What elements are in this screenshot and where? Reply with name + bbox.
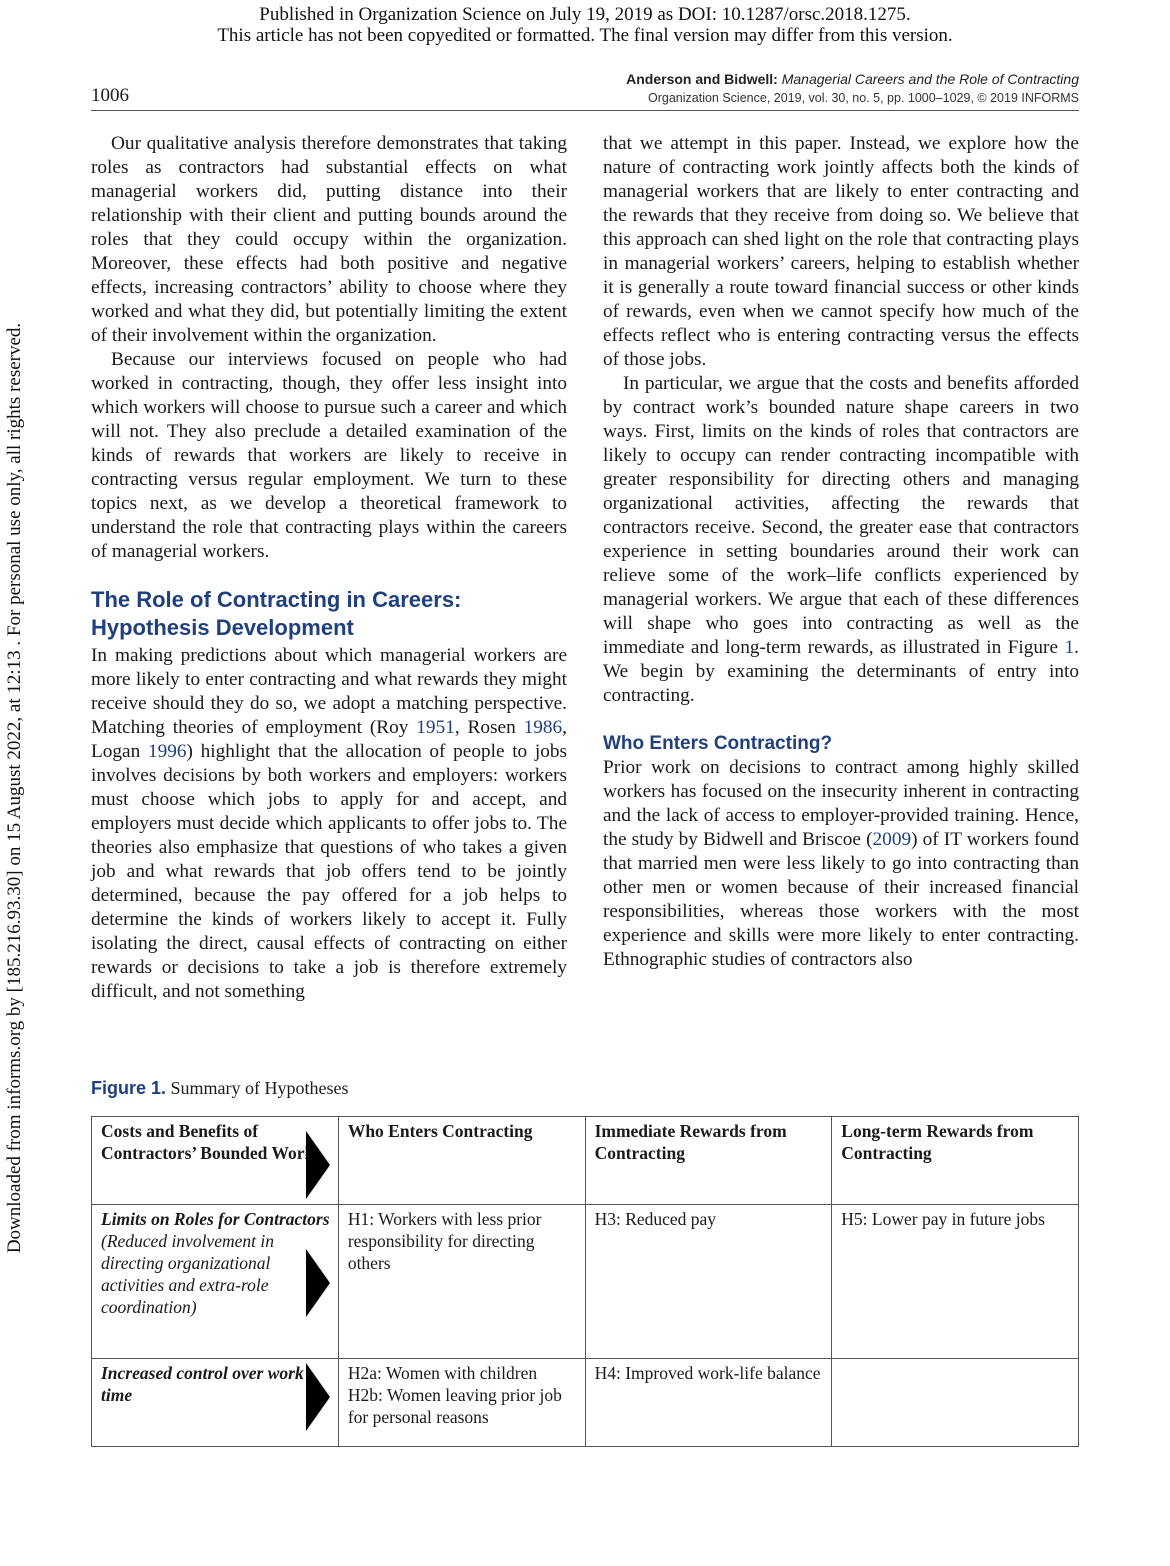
cell-h5: H5: Lower pay in future jobs [832, 1205, 1079, 1359]
text-run: In making predictions about which managerial workers are more likely to enter contracting and what rewards they might receive should they do so, we adopt a matching perspective. Matching theories of employment (Roy [91, 645, 567, 738]
header-title: Managerial Careers and the Role of Contracting [781, 71, 1079, 87]
left-paragraph-3 [91, 644, 567, 1004]
arrow-right-icon [306, 1363, 330, 1431]
arrow-right-icon [306, 1249, 330, 1317]
text-run: . We begin by examining the determinants of entry into contracting. [603, 637, 1079, 706]
text-run: , Logan [91, 717, 567, 762]
section-heading-line-2: Hypothesis Development [91, 615, 354, 640]
header-cell-who-enters [338, 1117, 585, 1205]
running-header [626, 70, 1079, 108]
page-number: 1006 [91, 85, 129, 106]
table-row [92, 1359, 1079, 1447]
row-label-limits [92, 1205, 339, 1359]
text-run: ) highlight that the allocation of people to jobs involves decisions by both workers and employers: workers must choose which jobs to apply for and accept, and employers must decide which applicants to offer jobs to. The theories also emphasize that questions of who takes a given job and what rewards that job offers tend to be jointly determined, because the pay offered for a job helps to determine the kinds of workers likely to accept it. Fully isolating the direct, causal effects of contracting on either rewards or decisions to take a job is therefore extremely difficult, and not something [91, 741, 568, 1002]
publication-notice [0, 4, 1170, 46]
left-paragraph-1: Our qualitative analysis therefore demonstrates that taking roles as contractors had substantial effects on what managerial workers did, putting distance into their relationship with their client and putting bounds around the roles that they could occupy within the organization. Moreover, these effects had both positive and negative effects, increasing contractors’ ability to choose where they worked and what they did, but potentially limiting the extent of their involvement within the organization. [91, 133, 567, 346]
citation-link-bidwell[interactable]: 2009 [872, 829, 912, 850]
right-paragraph-1: that we attempt in this paper. Instead, we explore how the nature of contracting work jointly affects both the kinds of managerial workers that are likely to enter contracting and the rewards that they receive from doing so. We believe that this approach can shed light on the role that contracting plays in managerial workers’ careers, helping to establish whether it is generally a route toward financial success or other kinds of rewards, even when we cannot specify how much of the effects reflect who is entering contracting versus the effects of those jobs. [603, 133, 1079, 370]
text-run: Prior work on decisions to contract among highly skilled workers has focused on the insecurity inherent in contracting and the lack of access to employer-provided training. Hence, the study by Bidwell and Briscoe ( [603, 757, 1079, 850]
citation-link-logan[interactable]: 1996 [147, 741, 187, 762]
hypotheses-table [91, 1116, 1079, 1447]
header-authors: Anderson and Bidwell: [626, 71, 778, 87]
subsection-heading: Who Enters Contracting? [603, 733, 833, 754]
figure-label: Figure 1. [91, 1078, 167, 1098]
figure-caption [91, 1078, 349, 1099]
notice-line-1: Published in Organization Science on July 19, 2019 as DOI: 10.1287/orsc.2018.1275. [259, 4, 911, 25]
header-cell-immediate [585, 1117, 832, 1205]
right-paragraph-3 [603, 756, 1079, 972]
row-subtitle: (Reduced involvement in directing organizational activities and extra-role coordination) [101, 1231, 274, 1317]
citation-link-rosen[interactable]: 1986 [523, 717, 563, 738]
header-text: Costs and Benefits of Contractors’ Bounded Work [101, 1121, 315, 1163]
table-header-row [92, 1117, 1079, 1205]
text-run: , Rosen [454, 717, 524, 738]
cell-h4: H4: Improved work-life balance [585, 1359, 832, 1447]
cell-h2b: H2b: Women leaving prior job for personal reasons [347, 1385, 562, 1427]
arrow-right-icon [306, 1131, 330, 1199]
cell-h3: H3: Reduced pay [585, 1205, 832, 1359]
table-row [92, 1205, 1079, 1359]
row-title: Limits on Roles for Contractors [101, 1209, 330, 1229]
section-heading-line-1: The Role of Contracting in Careers: [91, 587, 462, 612]
header-text: Who Enters Contracting [347, 1121, 533, 1141]
figure-link[interactable]: 1 [1064, 637, 1075, 658]
header-text: Immediate Rewards from Contracting [594, 1121, 787, 1163]
cell-h1: H1: Workers with less prior responsibility for directing others [338, 1205, 585, 1359]
citation-link-roy[interactable]: 1951 [416, 717, 455, 738]
header-text: Long-term Rewards from Contracting [841, 1121, 1034, 1163]
header-rule [91, 110, 1079, 111]
left-column [91, 132, 567, 1004]
cell-h2 [338, 1359, 585, 1447]
right-paragraph-2 [603, 372, 1079, 708]
download-watermark [0, 0, 30, 1566]
cell-empty [832, 1359, 1079, 1447]
figure-caption-text: Summary of Hypotheses [170, 1078, 349, 1098]
right-column [603, 132, 1079, 972]
cell-h2a: H2a: Women with children [347, 1363, 538, 1383]
section-heading [91, 586, 567, 642]
row-title: Increased control over work time [101, 1363, 304, 1405]
text-run: ) of IT workers found that married men were less likely to go into contracting than other men or women because of their increased financial responsibilities, whereas those workers with the most experience and skills were more likely to enter contracting. Ethnographic studies of contractors also [603, 829, 1079, 970]
header-cell-costs [92, 1117, 339, 1205]
text-run: In particular, we argue that the costs and benefits afforded by contract work’s bounded nature shape careers in two ways. First, limits on the kinds of roles that contractors are likely to occupy can render contracting incompatible with greater responsibility for directing others and managing organizational activities, affecting the rewards that contractors receive. Second, the greater ease that contractors experience in setting boundaries around their work can relieve some of the work–life conflicts experienced by managerial workers. We argue that each of these differences will shape who goes into contracting as well as the immediate and long-term rewards, as illustrated in Figure [603, 373, 1079, 658]
download-watermark-text: Downloaded from informs.org by [185.216.93.30] on 15 August 2022, at 12:13 . For personal use only, all rights reserved. [4, 322, 25, 1254]
header-cell-long-term [832, 1117, 1079, 1205]
header-journal: Organization Science, 2019, vol. 30, no. 5, pp. 1000–1029, © 2019 INFORMS [648, 91, 1079, 105]
left-paragraph-2: Because our interviews focused on people who had worked in contracting, though, they offer less insight into which workers will choose to pursue such a career and which will not. They also preclude a detailed examination of the kinds of rewards that workers are likely to receive in contracting versus regular employment. We turn to these topics next, as we develop a theoretical framework to understand the role that contracting plays within the careers of managerial workers. [91, 349, 567, 562]
notice-line-2: This article has not been copyedited or formatted. The final version may differ from this version. [217, 25, 953, 46]
row-label-control [92, 1359, 339, 1447]
